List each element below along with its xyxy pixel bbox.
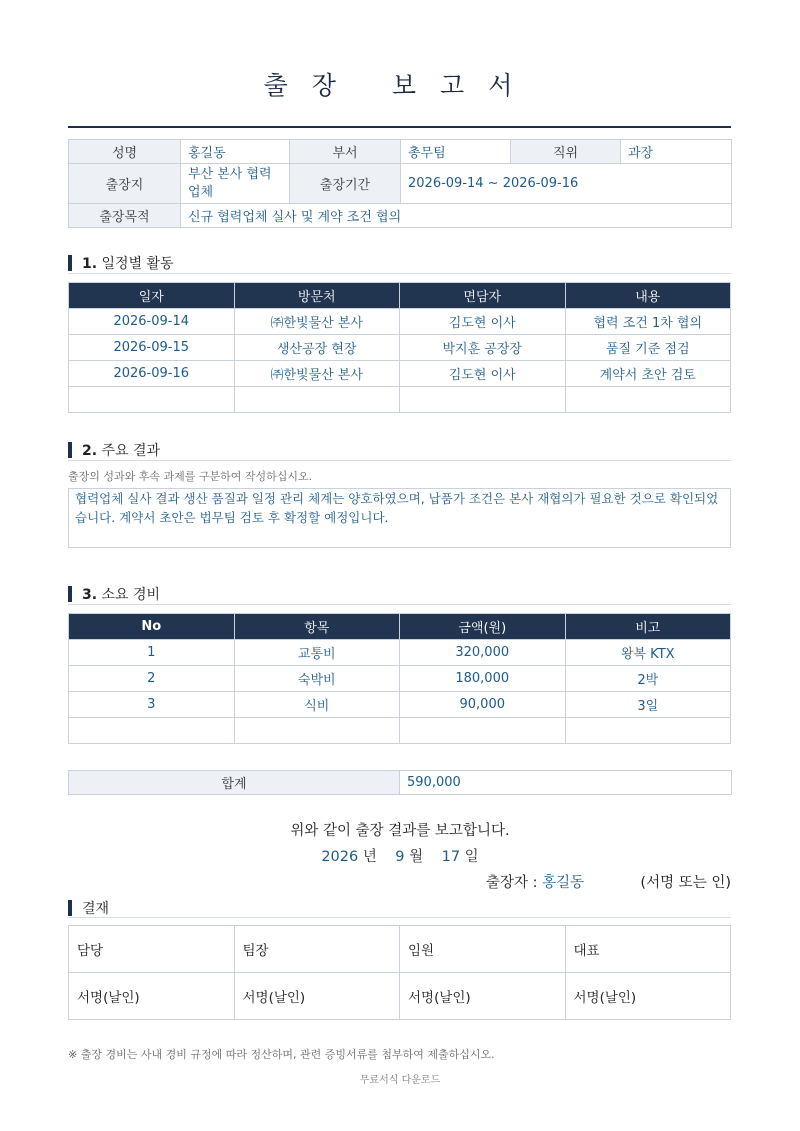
table-row: [69, 640, 731, 666]
signer-name[interactable]: 홍길동: [542, 875, 585, 891]
cell-amount[interactable]: 320,000: [400, 640, 566, 666]
cell-no[interactable]: [69, 718, 235, 744]
name-value[interactable]: 홍길동: [181, 140, 290, 164]
period-label: 출장기간: [290, 164, 401, 204]
date-day[interactable]: 17: [441, 849, 461, 865]
day-unit: 일: [464, 849, 479, 865]
month-unit: 월: [409, 849, 424, 865]
approval-table: [68, 925, 731, 1020]
approval-role: 팀장: [234, 926, 400, 973]
expense-note: ※ 출장 경비는 사내 경비 규정에 따라 정산하며, 관련 증빙서류를 첨부하여 제출하십시오.: [68, 1048, 495, 1061]
cell-amount[interactable]: [400, 718, 566, 744]
cell-remark[interactable]: 3일: [565, 692, 731, 718]
section-number: 3.: [82, 587, 98, 603]
cell-place[interactable]: 생산공장 현장: [234, 335, 400, 361]
report-date: [0, 845, 800, 866]
approval-heading: [68, 898, 731, 918]
approval-sign-box[interactable]: 서명(날인): [69, 973, 235, 1020]
section-bar: [68, 442, 72, 458]
approval-sign-box[interactable]: 서명(날인): [565, 973, 731, 1020]
date-month[interactable]: 9: [395, 849, 405, 865]
title-divider: [68, 126, 731, 128]
cell-remark[interactable]: 2박: [565, 666, 731, 692]
cell-item[interactable]: 교통비: [234, 640, 400, 666]
result-textarea[interactable]: 협력업체 실사 결과 생산 품질과 일정 관리 체계는 양호하였으며, 납품가 조건은 본사 재협의가 필요한 것으로 확인되었습니다. 계약서 초안은 법무팀 검토 후 확정할 예정입니다.: [68, 488, 731, 548]
cell-person[interactable]: [400, 387, 566, 413]
place-value[interactable]: 부산 본사 협력업체: [181, 164, 290, 204]
section-title: 주요 결과: [101, 443, 161, 459]
position-value[interactable]: 과장: [621, 140, 732, 164]
dept-label: 부서: [290, 140, 401, 164]
cell-item[interactable]: 숙박비: [234, 666, 400, 692]
section-2-heading: [68, 440, 731, 460]
signer-line: [486, 871, 584, 892]
cell-date[interactable]: 2026-09-14: [69, 309, 235, 335]
column-header: 방문처: [234, 283, 400, 309]
table-row: [69, 666, 731, 692]
section-divider: [68, 917, 731, 918]
cell-content[interactable]: 협력 조건 1차 협의: [565, 309, 731, 335]
cell-place[interactable]: ㈜한빛물산 본사: [234, 361, 400, 387]
purpose-label: 출장목적: [69, 204, 181, 228]
cell-person[interactable]: 김도현 이사: [400, 361, 566, 387]
total-value[interactable]: 590,000: [400, 771, 732, 795]
place-label: 출장지: [69, 164, 181, 204]
cell-content[interactable]: [565, 387, 731, 413]
approval-role: 담당: [69, 926, 235, 973]
page-title: 출장 보고서: [263, 71, 537, 100]
table-row: [69, 718, 731, 744]
table-row: [69, 335, 731, 361]
section-bar: [68, 586, 72, 602]
approval-sign-box[interactable]: 서명(날인): [400, 973, 566, 1020]
cell-content[interactable]: 계약서 초안 검토: [565, 361, 731, 387]
cell-amount[interactable]: 180,000: [400, 666, 566, 692]
cell-place[interactable]: ㈜한빛물산 본사: [234, 309, 400, 335]
total-table: [68, 770, 732, 795]
section-divider: [68, 604, 731, 605]
table-row: [69, 309, 731, 335]
section-number: 2.: [82, 443, 98, 459]
signer-label: 출장자 :: [486, 875, 538, 891]
report-statement: 위와 같이 출장 결과를 보고합니다.: [290, 823, 510, 839]
cell-date[interactable]: [69, 387, 235, 413]
section-divider: [68, 460, 731, 461]
year-unit: 년: [362, 849, 377, 865]
section-bar: [68, 255, 72, 271]
footer-link[interactable]: 무료서식 다운로드: [359, 1075, 441, 1086]
info-table: [68, 139, 732, 228]
approval-role: 임원: [400, 926, 566, 973]
section-title: 일정별 활동: [101, 256, 174, 272]
name-label: 성명: [69, 140, 181, 164]
purpose-value[interactable]: 신규 협력업체 실사 및 계약 조건 협의: [181, 204, 732, 228]
cell-amount[interactable]: 90,000: [400, 692, 566, 718]
column-header: 내용: [565, 283, 731, 309]
table-row: [69, 692, 731, 718]
cell-place[interactable]: [234, 387, 400, 413]
column-header: 면담자: [400, 283, 566, 309]
cell-item[interactable]: [234, 718, 400, 744]
section-number: 1.: [82, 256, 98, 272]
column-header: 항목: [234, 614, 400, 640]
column-header: 일자: [69, 283, 235, 309]
approval-title: 결재: [82, 901, 110, 917]
schedule-table: [68, 282, 731, 413]
expense-table: [68, 613, 731, 744]
dept-value[interactable]: 총무팀: [401, 140, 511, 164]
cell-no[interactable]: 1: [69, 640, 235, 666]
cell-date[interactable]: 2026-09-16: [69, 361, 235, 387]
cell-no[interactable]: 3: [69, 692, 235, 718]
cell-no[interactable]: 2: [69, 666, 235, 692]
section-3-heading: [68, 584, 731, 604]
cell-remark[interactable]: 왕복 KTX: [565, 640, 731, 666]
column-header: No: [69, 614, 235, 640]
cell-person[interactable]: 박지훈 공장장: [400, 335, 566, 361]
column-header: 비고: [565, 614, 731, 640]
section-bar: [68, 900, 72, 916]
total-label: 합계: [69, 771, 400, 795]
table-row: [69, 387, 731, 413]
cell-item[interactable]: 식비: [234, 692, 400, 718]
cell-person[interactable]: 김도현 이사: [400, 309, 566, 335]
period-value[interactable]: 2026-09-14 ~ 2026-09-16: [401, 164, 732, 204]
approval-sign-box[interactable]: 서명(날인): [234, 973, 400, 1020]
approval-role: 대표: [565, 926, 731, 973]
sign-hint: (서명 또는 인): [640, 875, 731, 891]
table-row: [69, 361, 731, 387]
column-header: 금액(원): [400, 614, 566, 640]
cell-remark[interactable]: [565, 718, 731, 744]
section-1-heading: [68, 253, 731, 273]
position-label: 직위: [511, 140, 621, 164]
date-year[interactable]: 2026: [321, 849, 359, 865]
cell-content[interactable]: 품질 기준 점검: [565, 335, 731, 361]
section-divider: [68, 273, 731, 274]
section-title: 소요 경비: [101, 587, 161, 603]
section-hint: 출장의 성과와 후속 과제를 구분하여 작성하십시오.: [68, 470, 313, 483]
cell-date[interactable]: 2026-09-15: [69, 335, 235, 361]
